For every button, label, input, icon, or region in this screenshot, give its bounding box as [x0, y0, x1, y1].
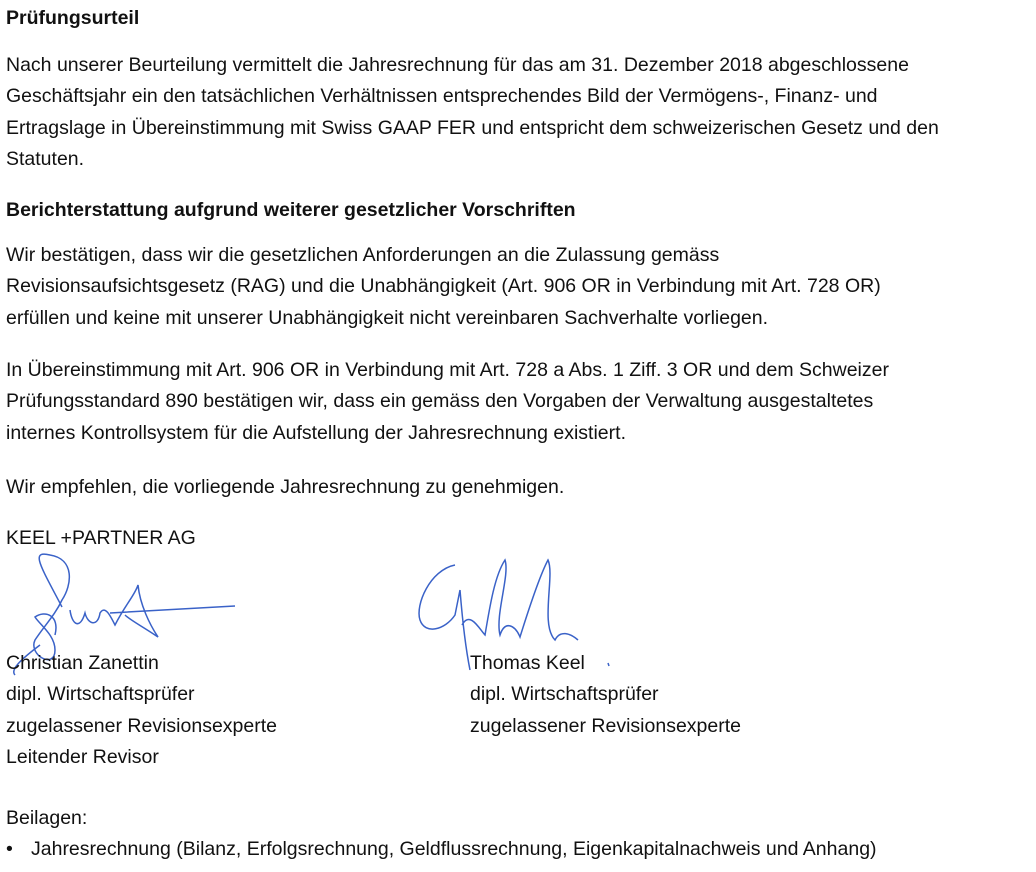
- signatory-zanettin: [6, 648, 277, 773]
- bullet-icon: •: [6, 838, 13, 861]
- attachments: [6, 803, 877, 866]
- text-line: Geschäftsjahr ein den tatsächlichen Verhältnissen entsprechendes Bild der Vermögens-, Finanz- und: [6, 85, 878, 108]
- signatory-title: dipl. Wirtschaftsprüfer: [470, 683, 659, 706]
- text-line: Nach unserer Beurteilung vermittelt die Jahresrechnung für das am 31. Dezember 2018 abgeschlossene: [6, 54, 909, 76]
- attachment-text: Jahresrechnung (Bilanz, Erfolgsrechnung, Geldflussrechnung, Eigenkapitalnachweis und Anhang): [31, 838, 877, 861]
- legal-heading-block: [6, 195, 576, 226]
- attachments-label: Beilagen:: [6, 807, 88, 829]
- text-line: Revisionsaufsichtsgesetz (RAG) und die Unabhängigkeit (Art. 906 OR in Verbindung mit Art. 728 OR): [6, 275, 881, 298]
- signatory-role: zugelassener Revisionsexperte: [470, 714, 741, 737]
- recommendation-text: Wir empfehlen, die vorliegende Jahresrechnung zu genehmigen.: [6, 476, 565, 498]
- signatory-name: Thomas Keel: [470, 652, 585, 674]
- text-line: Statuten.: [6, 147, 85, 170]
- legal-heading: Berichterstattung aufgrund weiterer gesetzlicher Vorschriften: [6, 199, 576, 221]
- text-line: erfüllen und keine mit unserer Unabhängigkeit nicht vereinbaren Sachverhalte vorliegen.: [6, 306, 769, 329]
- opinion-paragraph: [6, 50, 939, 175]
- text-line: Ertragslage in Übereinstimmung mit Swiss GAAP FER und entspricht dem schweizerischen Gesetz und den: [6, 116, 939, 139]
- opinion-heading: Prüfungsurteil: [6, 7, 140, 29]
- legal-paragraph-2: [6, 355, 889, 449]
- signatory-name: Christian Zanettin: [6, 652, 159, 674]
- text-line: Wir bestätigen, dass wir die gesetzlichen Anforderungen an die Zulassung gemäss: [6, 244, 720, 266]
- signatory-title: dipl. Wirtschaftsprüfer: [6, 683, 195, 706]
- attachment-item: [6, 834, 877, 865]
- text-line: Prüfungsstandard 890 bestätigen wir, dass ein gemäss den Vorgaben der Verwaltung ausgestaltetes: [6, 390, 874, 413]
- legal-paragraph-1: [6, 240, 881, 334]
- signatory-extra: Leitender Revisor: [6, 745, 159, 768]
- firm-name: KEEL +PARTNER AG: [6, 527, 196, 549]
- signatory-keel: [470, 648, 741, 742]
- recommendation: [6, 472, 564, 503]
- text-line: In Übereinstimmung mit Art. 906 OR in Verbindung mit Art. 728 a Abs. 1 Ziff. 3 OR und dem Schweizer: [6, 359, 889, 381]
- text-line: internes Kontrollsystem für die Aufstellung der Jahresrechnung existiert.: [6, 421, 626, 444]
- opinion-section: [6, 3, 139, 34]
- signatory-role: zugelassener Revisionsexperte: [6, 714, 277, 737]
